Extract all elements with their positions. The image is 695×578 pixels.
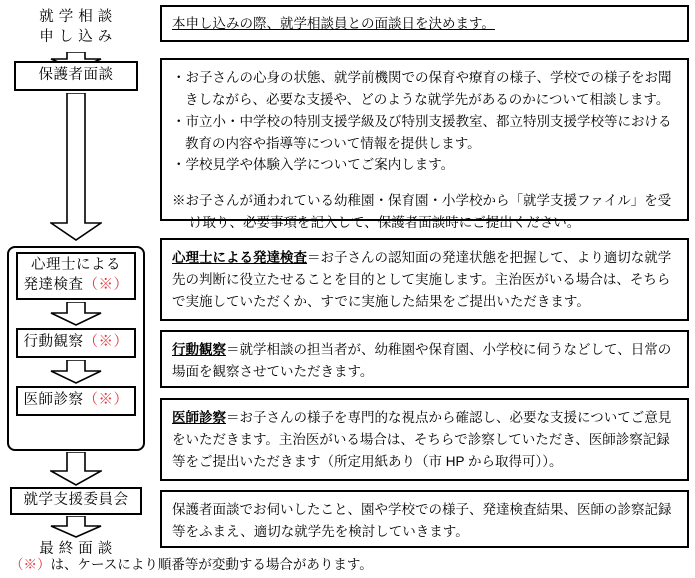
panel-application xyxy=(160,5,689,42)
flow-node-developmental-test-line2: 発達検査（※） xyxy=(23,277,129,293)
arrow-developmental-to-behavior xyxy=(50,302,102,326)
optional-mark-behavior: （※） xyxy=(83,334,129,351)
optional-mark-developmental: （※） xyxy=(83,277,129,293)
panel-guardian-interview xyxy=(160,58,689,231)
flow-node-guardian-interview xyxy=(14,61,138,91)
panel-committee-text: 保護者面談でお伺いしたこと、園や学校での様子、発達検査結果、医師の診察記録等をふまえ、適切な就学先を検討していきます。 xyxy=(172,502,672,539)
flow-node-guardian-interview-label: 保護者面談 xyxy=(38,67,114,84)
optional-mark-doctor: （※） xyxy=(83,392,129,409)
footnote-text: は、ケースにより順番等が変動する場合があります。 xyxy=(50,557,373,572)
flow-node-support-committee-label: 就学支援委員会 xyxy=(23,492,129,509)
panel-developmental-text xyxy=(172,247,678,313)
arrow-guardian-to-group xyxy=(50,93,102,241)
panel-guardian-spacer xyxy=(172,176,678,190)
flow-node-behavior-observation-label: 行動観察（※） xyxy=(23,334,129,351)
panel-doctor-heading: 医師診察 xyxy=(172,410,226,425)
flow-column xyxy=(0,0,152,578)
flow-node-developmental-test-line1: 心理士による xyxy=(31,257,121,274)
panel-application-text: 本申し込みの際、就学相談員との面談日を決めます。 xyxy=(172,15,495,31)
flow-node-doctor-exam-label: 医師診察（※） xyxy=(23,392,129,409)
panel-developmental-body: ＝お子さんの認知面の発達状態を把握して、より適切な就学先の判断に役立たせることを目的として実施します。主治医がいる場合は、そちらで実施していただくか、すでに実施した結果をご提出いただきます。 xyxy=(172,250,672,309)
panel-guardian-bullet-1: ・お子さんの心身の状態、就学前機関での保育や療育の様子、学校での様子をお聞きしながら、必要な支援や、どのような就学先があるのかについて相談します。 xyxy=(172,70,672,107)
panel-developmental-heading: 心理士による発達検査 xyxy=(172,250,307,265)
arrow-behavior-to-doctor xyxy=(50,360,102,384)
arrow-group-to-committee xyxy=(50,452,102,486)
panel-behavior-observation xyxy=(160,330,689,388)
panel-guardian-note: ※お子さんが通われている幼稚園・保育園・小学校から「就学支援ファイル」を受け取り、必要事項を記入して、保護者面談時にご提出ください。 xyxy=(172,193,672,231)
panel-guardian-bullet-2: ・市立小・中学校の特別支援学級及び特別支援教室、都立特別支援学校等における教育の内容や指導等について情報を提供します。 xyxy=(172,113,672,151)
footnote-mark: （※） xyxy=(10,557,51,572)
footnote xyxy=(10,556,373,575)
flow-node-doctor-exam xyxy=(16,386,136,416)
flow-node-application-line2: 申 し 込 み xyxy=(39,29,113,45)
panel-behavior-body: ＝就学相談の担当者が、幼稚園や保育園、小学校に伺うなどして、日常の場面を観察させていただきます。 xyxy=(172,342,672,379)
panel-guardian-bullet-3: ・学校見学や体験入学についてご案内します。 xyxy=(172,157,455,173)
panel-developmental-test xyxy=(160,238,689,321)
panel-support-committee xyxy=(160,490,689,548)
panel-doctor-text xyxy=(172,407,678,473)
flow-node-application xyxy=(14,4,138,52)
panel-behavior-text xyxy=(172,339,678,383)
panel-doctor-exam xyxy=(160,398,689,481)
flow-node-developmental-test xyxy=(16,252,136,300)
panel-behavior-heading: 行動観察 xyxy=(172,342,226,357)
flow-node-application-line1: 就 学 相 談 xyxy=(39,9,113,26)
flow-node-behavior-observation xyxy=(16,328,136,358)
panel-doctor-body: ＝お子さんの様子を専門的な視点から確認し、必要な支援についてご意見をいただきます。主治医がいる場合は、そちらで診察していただき、医師診察記録等をご提出いただきます（所定用紙あり（市 HP から取得可））。 xyxy=(172,410,672,469)
arrow-committee-to-final xyxy=(50,516,102,538)
flow-node-support-committee xyxy=(10,487,142,515)
flow-node-final-interview-label: 最 終 面 談 xyxy=(39,541,113,558)
